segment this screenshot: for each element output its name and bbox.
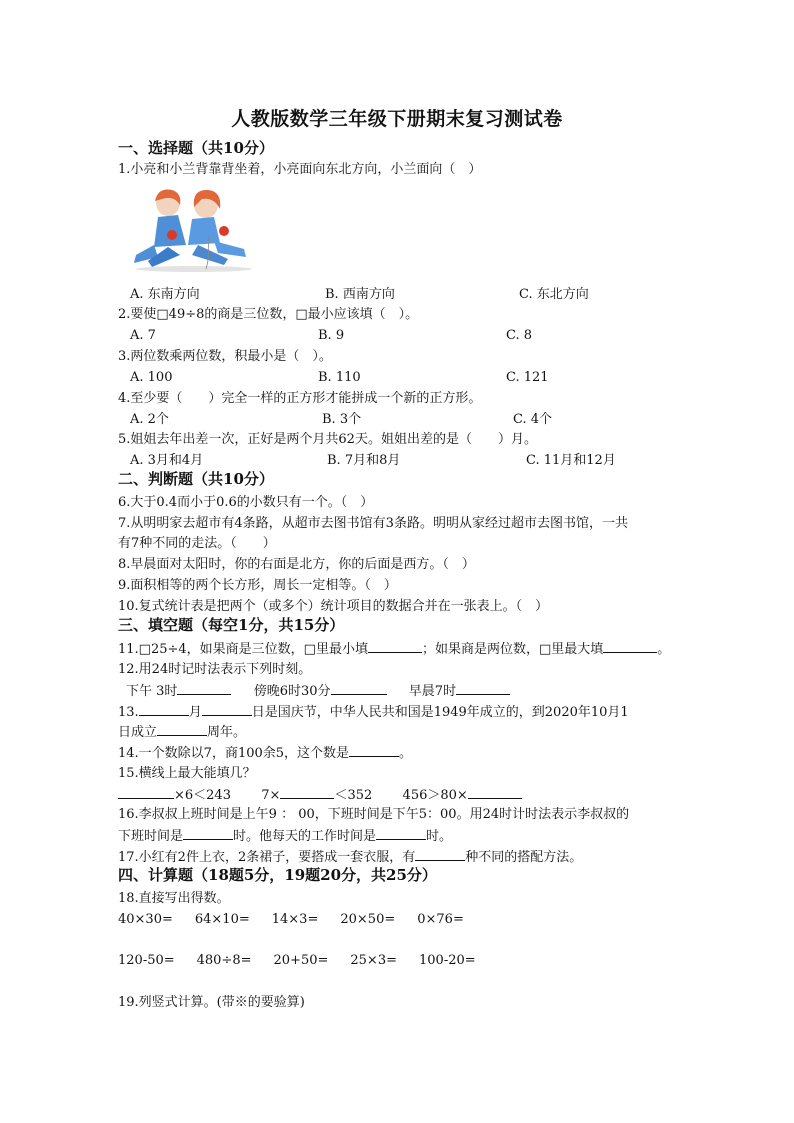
q13-text-2: 月 — [188, 705, 202, 720]
question-17 — [118, 848, 582, 867]
question-16-line-2 — [118, 827, 452, 846]
question-13-line-2 — [118, 723, 246, 742]
q13-text-4: 日成立 — [118, 725, 158, 740]
q17-text-2: 种不同的搭配方法。 — [465, 850, 583, 865]
q16-blank-2[interactable] — [376, 827, 426, 840]
q18-row-2 — [118, 952, 498, 970]
q13-text-1: 13. — [118, 705, 139, 720]
q15-expr-4: 456＞80× — [402, 788, 468, 803]
q15-expr-2: 7× — [261, 788, 281, 803]
q12-blank-1[interactable] — [177, 682, 231, 695]
question-12: 12.用24时记时法表示下列时刻。 — [118, 662, 312, 677]
q18-item: 20×50= — [340, 912, 396, 927]
question-7-line-1: 7.从明明家去超市有4条路，从超市去图书馆有3条路。明明从家经过超市去图书馆，一共 — [118, 516, 628, 531]
q5-option-b[interactable]: B. 7月和8月 — [327, 453, 401, 468]
question-12-times — [126, 682, 510, 701]
q18-item: 64×10= — [194, 912, 250, 927]
q18-item: 480÷8= — [196, 953, 252, 968]
q11-text-2: ；如果商是两位数，□里最大填 — [421, 642, 604, 657]
q12-blank-2[interactable] — [331, 682, 387, 695]
section-judge-header: 二、判断题（共10分） — [118, 470, 274, 488]
q4-option-a[interactable]: A. 2个 — [130, 412, 169, 427]
q4-option-b[interactable]: B. 3个 — [322, 412, 362, 427]
question-15-expressions — [118, 786, 522, 805]
question-10: 10.复式统计表是把两个（或多个）统计项目的数据合并在一张表上。（ ） — [118, 599, 549, 614]
q2-option-c[interactable]: C. 8 — [506, 328, 533, 343]
q4-option-c[interactable]: C. 4个 — [513, 412, 553, 427]
q18-row-1 — [118, 911, 486, 929]
question-13-line-1 — [118, 703, 629, 722]
question-5: 5.姐姐去年出差一次，正好是两个月共62天。姐姐出差的是（ ）月。 — [118, 432, 537, 447]
q15-blank-2[interactable] — [280, 786, 334, 799]
question-14 — [118, 744, 412, 763]
question-6: 6.大于0.4而小于0.6的小数只有一个。（ ） — [118, 495, 374, 510]
q18-item: 40×30= — [118, 912, 173, 927]
question-19: 19.列竖式计算。(带※的要验算) — [118, 995, 305, 1010]
question-4: 4.至少要（ ）完全一样的正方形才能拼成一个新的正方形。 — [118, 391, 482, 406]
q16-text-3: 时。他每天的工作时间是 — [233, 829, 377, 844]
question-7-line-2: 有7种不同的走法。（ ） — [118, 536, 276, 551]
question-1: 1.小亮和小兰背靠背坐着，小亮面向东北方向，小兰面向（ ） — [118, 162, 482, 177]
q11-text-3: 。 — [657, 642, 671, 657]
question-16-line-1: 16.李叔叔上班时间是上午9 ： 00，下班时间是下午5：00。用24时计时法表示李叔叔的 — [118, 807, 630, 822]
q13-blank-years[interactable] — [157, 723, 207, 736]
question-18: 18.直接写出得数。 — [118, 891, 230, 906]
q15-expr-3: ＜352 — [334, 788, 373, 803]
q16-text-4: 时。 — [426, 829, 453, 844]
q17-text-1: 17.小红有2件上衣，2条裙子，要搭成一套衣服，有 — [118, 850, 416, 865]
q11-blank-1[interactable] — [368, 640, 422, 653]
q13-text-5: 周年。 — [207, 725, 247, 740]
q18-item: 0×76= — [417, 912, 464, 927]
q18-item: 120-50= — [118, 953, 175, 968]
q18-item: 14×3= — [271, 912, 319, 927]
q1-option-c[interactable]: C. 东北方向 — [519, 287, 589, 302]
q14-text-1: 14.一个数除以7，商100余5，这个数是 — [118, 746, 350, 761]
q5-option-c[interactable]: C. 11月和12月 — [526, 453, 616, 468]
q18-item: 100-20= — [419, 953, 476, 968]
question-11 — [118, 640, 670, 659]
q2-option-b[interactable]: B. 9 — [318, 328, 345, 343]
page-title: 人教版数学三年级下册期末复习测试卷 — [231, 108, 563, 130]
q1-option-b[interactable]: B. 西南方向 — [325, 287, 395, 302]
q12-time-2: 傍晚6时30分 — [253, 684, 331, 699]
q13-blank-month[interactable] — [139, 703, 189, 716]
q3-option-b[interactable]: B. 110 — [318, 370, 361, 385]
q13-blank-day[interactable] — [202, 703, 252, 716]
question-3: 3.两位数乘两位数，积最小是（ ）。 — [118, 349, 332, 364]
q16-text-2: 下班时间是 — [118, 829, 184, 844]
q3-option-c[interactable]: C. 121 — [506, 370, 549, 385]
q11-text-1: 11.□25÷4，如果商是三位数，□里最小填 — [118, 642, 368, 657]
q1-option-a[interactable]: A. 东南方向 — [130, 287, 200, 302]
question-9: 9.面积相等的两个长方形，周长一定相等。（ ） — [118, 578, 397, 593]
q18-item: 25×3= — [350, 953, 397, 968]
q11-blank-2[interactable] — [603, 640, 657, 653]
q14-text-2: 。 — [399, 746, 413, 761]
question-15: 15.横线上最大能填几？ — [118, 766, 256, 781]
q12-time-1: 下午 3时 — [126, 684, 178, 699]
q12-blank-3[interactable] — [456, 682, 510, 695]
q16-blank-1[interactable] — [183, 827, 233, 840]
q14-blank[interactable] — [349, 744, 399, 757]
q15-blank-1[interactable] — [118, 786, 174, 799]
q15-blank-3[interactable] — [468, 786, 522, 799]
question-2: 2.要使□49÷8的商是三位数，□最小应该填（ ）。 — [118, 307, 419, 322]
back-to-back-children-illustration — [128, 185, 260, 273]
q5-option-a[interactable]: A. 3月和4月 — [130, 453, 204, 468]
section-calc-header: 四、计算题（18题5分，19题20分，共25分） — [118, 866, 437, 884]
section-fill-header: 三、填空题（每空1分，共15分） — [118, 616, 345, 634]
q3-option-a[interactable]: A. 100 — [130, 370, 173, 385]
q17-blank[interactable] — [415, 848, 465, 861]
q12-time-3: 早晨7时 — [408, 684, 457, 699]
question-8: 8.早晨面对太阳时，你的右面是北方，你的后面是西方。（ ） — [118, 557, 475, 572]
q2-option-a[interactable]: A. 7 — [130, 328, 156, 343]
q13-text-3: 日是国庆节，中华人民共和国是1949年成立的，到2020年10月1 — [251, 705, 629, 720]
q15-expr-1: ×6＜243 — [174, 788, 231, 803]
q18-item: 20+50= — [273, 953, 329, 968]
section-choice-header: 一、选择题（共10分） — [118, 139, 274, 157]
